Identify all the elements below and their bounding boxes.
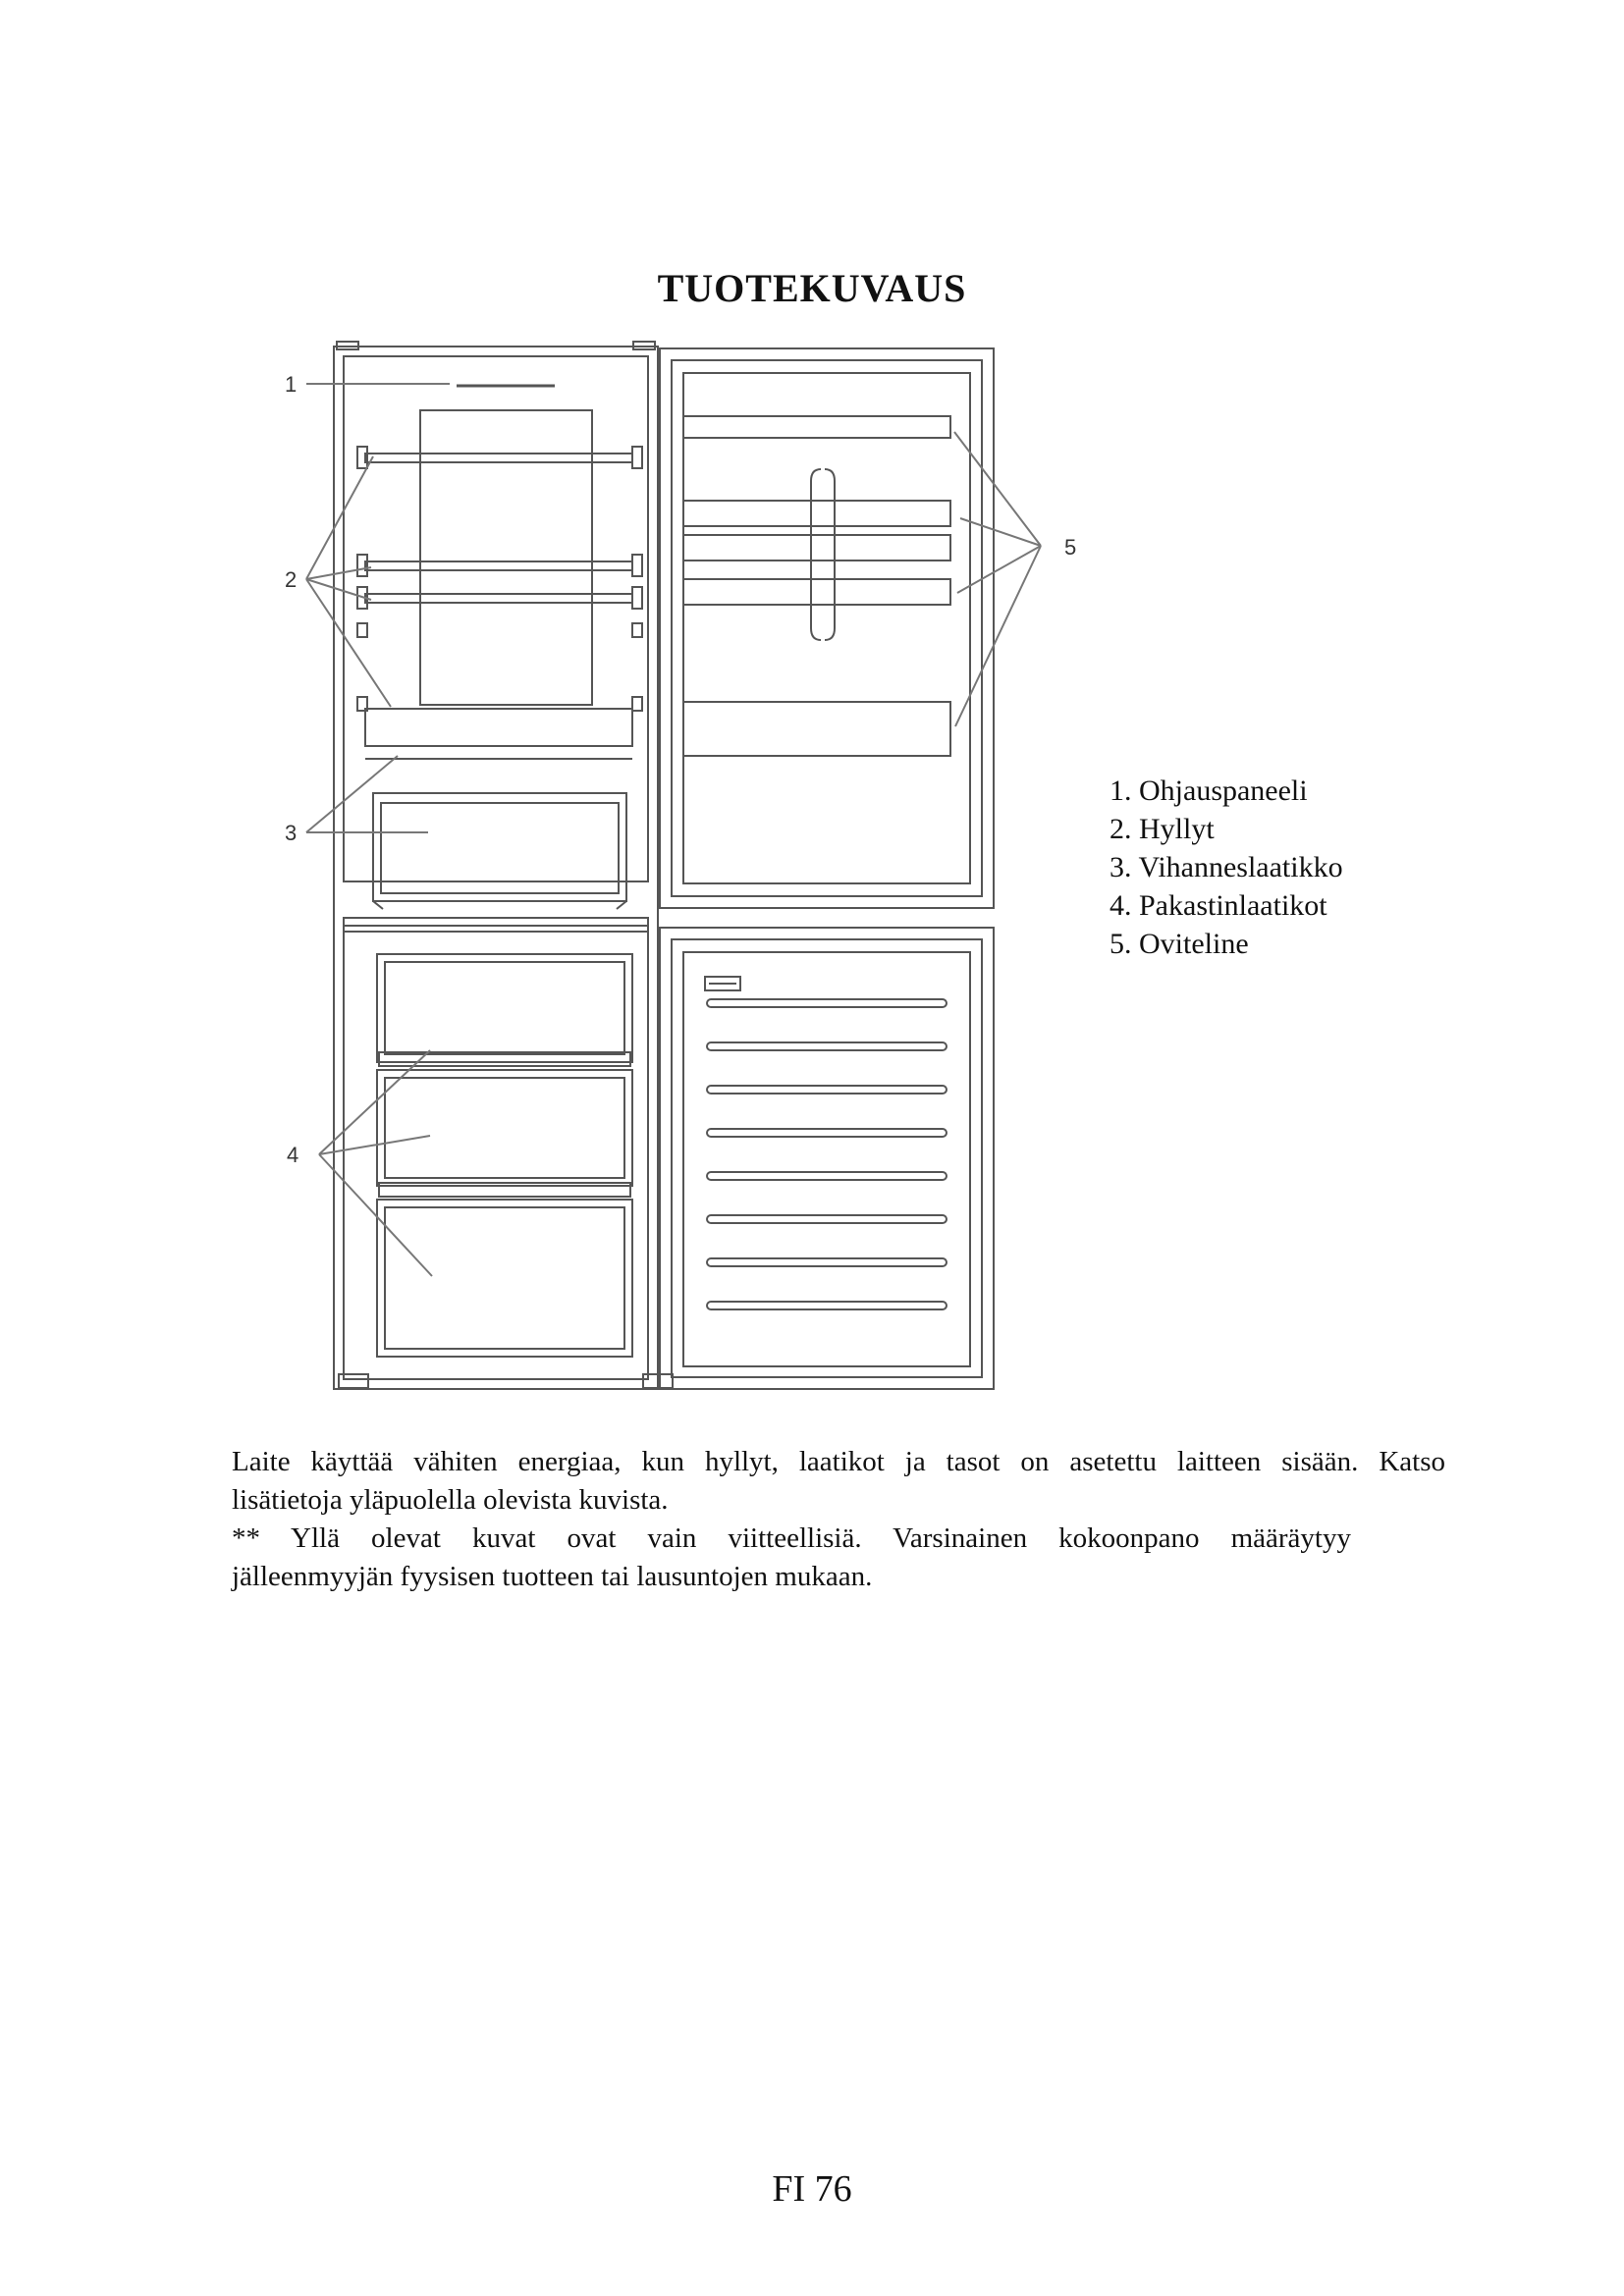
callout-2: 2: [285, 567, 298, 592]
fridge-cabinet: [334, 347, 658, 1389]
door-rack: [683, 702, 950, 756]
paragraph-line: ** Yllä olevat kuvat ovat vain viitteellisiä. Varsinainen kokoonpano määräytyy: [232, 1522, 1351, 1554]
freezer-drawer: [377, 1070, 632, 1186]
door-rack: [683, 416, 950, 438]
legend-item: 3. Vihanneslaatikko: [1110, 851, 1343, 883]
legend-item: 2. Hyllyt: [1110, 813, 1215, 845]
callout-4: 4: [287, 1143, 299, 1167]
body-text: [232, 1443, 1445, 1596]
door-rack: [683, 579, 950, 605]
freezer-door: [660, 928, 994, 1389]
freezer-drawer: [377, 1200, 632, 1357]
legend-item: 5. Oviteline: [1110, 928, 1249, 960]
crisper-drawer: [373, 793, 626, 901]
legend-item: 4. Pakastinlaatikot: [1110, 889, 1327, 922]
fridge-door: [660, 348, 994, 908]
paragraph-line: Laite käyttää vähiten energiaa, kun hyllyt, laatikot ja tasot on asetettu laitteen sisään. Katso: [232, 1446, 1445, 1477]
callout-1: 1: [285, 372, 298, 397]
parts-legend: [1110, 772, 1343, 963]
callout-5: 5: [1064, 535, 1077, 560]
legend-item: 1. Ohjauspaneeli: [1110, 774, 1308, 807]
paragraph-line: lisätietoja yläpuolella olevista kuvista.: [232, 1484, 669, 1516]
door-rack: [683, 535, 950, 561]
page-number: FI 76: [772, 2168, 852, 2210]
freezer-drawer: [377, 954, 632, 1062]
callout-3: 3: [285, 821, 298, 845]
page-title: TUOTEKUVAUS: [657, 266, 967, 310]
door-rack: [683, 501, 950, 526]
paragraph-line: jälleenmyyjän fyysisen tuotteen tai lausuntojen mukaan.: [232, 1561, 873, 1592]
